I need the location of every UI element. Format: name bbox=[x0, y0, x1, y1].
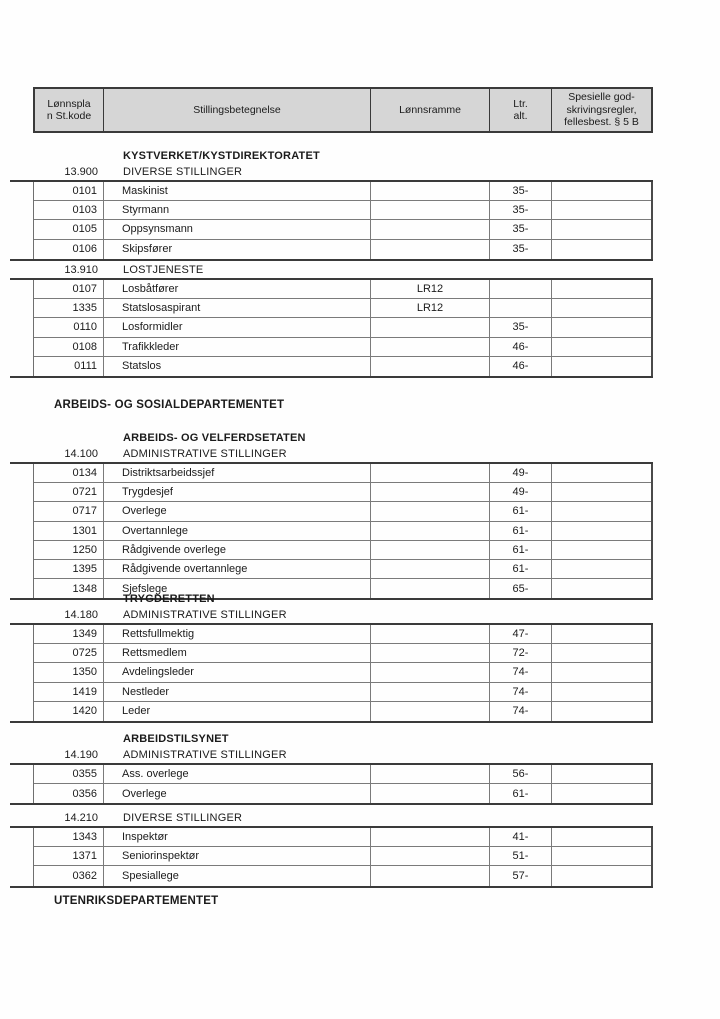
cell-spesielle bbox=[552, 502, 651, 520]
column-header-stillingsbetegnelse bbox=[104, 89, 371, 131]
cell-ltr-alt bbox=[490, 299, 552, 317]
positions-table-group bbox=[10, 180, 653, 261]
positions-table bbox=[33, 765, 653, 803]
cell-lonnsramme bbox=[371, 464, 490, 482]
cell-ltr-alt: 61- bbox=[490, 784, 552, 803]
cell-title: Ass. overlege bbox=[104, 765, 371, 783]
column-header-ltr-alt bbox=[490, 89, 552, 131]
cell-lonnsramme bbox=[371, 240, 490, 259]
section-subheading bbox=[0, 749, 720, 762]
cell-ltr-alt: 61- bbox=[490, 502, 552, 520]
cell-code: 0362 bbox=[34, 866, 104, 885]
section-subtitle: LOSTJENESTE bbox=[123, 264, 204, 276]
positions-table-group bbox=[10, 278, 653, 378]
section-title: KYSTVERKET/KYSTDIREKTORATET bbox=[123, 150, 320, 162]
table-row bbox=[34, 357, 651, 376]
table-row bbox=[34, 522, 651, 541]
cell-code: 0108 bbox=[34, 338, 104, 356]
cell-spesielle bbox=[552, 201, 651, 219]
table-row bbox=[34, 828, 651, 847]
cell-title: Avdelingsleder bbox=[104, 663, 371, 681]
cell-spesielle bbox=[552, 625, 651, 643]
positions-table bbox=[33, 828, 653, 886]
section-code: 14.180 bbox=[64, 609, 98, 621]
cell-title: Seniorinspektør bbox=[104, 847, 371, 865]
cell-ltr-alt: 51- bbox=[490, 847, 552, 865]
cell-lonnsramme bbox=[371, 828, 490, 846]
table-row bbox=[34, 784, 651, 803]
cell-lonnsramme bbox=[371, 338, 490, 356]
cell-code: 1250 bbox=[34, 541, 104, 559]
table-row bbox=[34, 683, 651, 702]
cell-ltr-alt: 61- bbox=[490, 560, 552, 578]
cell-spesielle bbox=[552, 828, 651, 846]
table-row bbox=[34, 847, 651, 866]
column-header-line: fellesbest. § 5 B bbox=[564, 116, 639, 129]
table-row bbox=[34, 765, 651, 784]
section-block bbox=[0, 432, 720, 600]
cell-spesielle bbox=[552, 182, 651, 200]
cell-spesielle bbox=[552, 240, 651, 259]
cell-ltr-alt: 46- bbox=[490, 357, 552, 376]
cell-ltr-alt: 61- bbox=[490, 541, 552, 559]
cell-code: 0721 bbox=[34, 483, 104, 501]
cell-ltr-alt: 56- bbox=[490, 765, 552, 783]
department-block bbox=[0, 399, 720, 412]
cell-ltr-alt: 61- bbox=[490, 522, 552, 540]
cell-ltr-alt: 57- bbox=[490, 866, 552, 885]
section-subheading bbox=[0, 609, 720, 622]
cell-ltr-alt: 74- bbox=[490, 702, 552, 721]
cell-spesielle bbox=[552, 338, 651, 356]
section-subtitle: ADMINISTRATIVE STILLINGER bbox=[123, 609, 287, 621]
section-subtitle: DIVERSE STILLINGER bbox=[123, 166, 243, 178]
cell-lonnsramme bbox=[371, 625, 490, 643]
cell-code: 1348 bbox=[34, 579, 104, 598]
cell-title: Statslos bbox=[104, 357, 371, 376]
cell-code: 1350 bbox=[34, 663, 104, 681]
cell-lonnsramme bbox=[371, 560, 490, 578]
table-row bbox=[34, 464, 651, 483]
cell-lonnsramme bbox=[371, 541, 490, 559]
cell-spesielle bbox=[552, 280, 651, 298]
cell-spesielle bbox=[552, 318, 651, 336]
table-row bbox=[34, 299, 651, 318]
cell-title: Trygdesjef bbox=[104, 483, 371, 501]
cell-title: Oppsynsmann bbox=[104, 220, 371, 238]
section-code: 14.210 bbox=[64, 812, 98, 824]
cell-lonnsramme bbox=[371, 182, 490, 200]
department-block bbox=[0, 895, 720, 908]
section-block bbox=[0, 150, 720, 261]
cell-lonnsramme bbox=[371, 683, 490, 701]
table-row bbox=[34, 240, 651, 259]
cell-lonnsramme bbox=[371, 522, 490, 540]
column-header-lonnsramme bbox=[371, 89, 490, 131]
cell-title: Spesiallege bbox=[104, 866, 371, 885]
department-heading: ARBEIDS- OG SOSIALDEPARTEMENTET bbox=[54, 399, 285, 411]
cell-title: Overlege bbox=[104, 784, 371, 803]
cell-title: Rettsfullmektig bbox=[104, 625, 371, 643]
cell-ltr-alt: 49- bbox=[490, 464, 552, 482]
cell-code: 0717 bbox=[34, 502, 104, 520]
table-row bbox=[34, 182, 651, 201]
cell-lonnsramme bbox=[371, 663, 490, 681]
cell-spesielle bbox=[552, 464, 651, 482]
cell-ltr-alt: 41- bbox=[490, 828, 552, 846]
column-header-line: Ltr. bbox=[513, 97, 528, 110]
cell-lonnsramme bbox=[371, 847, 490, 865]
cell-ltr-alt bbox=[490, 280, 552, 298]
section-subtitle: DIVERSE STILLINGER bbox=[123, 812, 243, 824]
cell-code: 1335 bbox=[34, 299, 104, 317]
positions-table bbox=[33, 625, 653, 721]
cell-ltr-alt: 47- bbox=[490, 625, 552, 643]
cell-spesielle bbox=[552, 560, 651, 578]
column-header-line: Lønnspla bbox=[47, 97, 91, 110]
cell-lonnsramme bbox=[371, 702, 490, 721]
section-title: TRYGDERETTEN bbox=[123, 593, 215, 605]
column-header-line: skrivingsregler, bbox=[566, 103, 637, 116]
cell-spesielle bbox=[552, 644, 651, 662]
section-block bbox=[0, 812, 720, 888]
section-code: 14.100 bbox=[64, 448, 98, 460]
cell-spesielle bbox=[552, 483, 651, 501]
section-subheading bbox=[0, 448, 720, 461]
cell-title: Statslosaspirant bbox=[104, 299, 371, 317]
column-header-line: Stillingsbetegnelse bbox=[193, 103, 281, 116]
section-code: 14.190 bbox=[64, 749, 98, 761]
table-row bbox=[34, 560, 651, 579]
cell-title: Leder bbox=[104, 702, 371, 721]
cell-spesielle bbox=[552, 357, 651, 376]
cell-title: Rettsmedlem bbox=[104, 644, 371, 662]
section-subheading bbox=[0, 264, 720, 277]
cell-code: 0105 bbox=[34, 220, 104, 238]
cell-code: 0103 bbox=[34, 201, 104, 219]
cell-spesielle bbox=[552, 866, 651, 885]
cell-ltr-alt: 72- bbox=[490, 644, 552, 662]
cell-lonnsramme: LR12 bbox=[371, 299, 490, 317]
cell-title: Sjefslege bbox=[104, 579, 371, 598]
column-header-lonnsplan-stkode bbox=[35, 89, 104, 131]
table-row bbox=[34, 483, 651, 502]
cell-title: Overtannlege bbox=[104, 522, 371, 540]
cell-ltr-alt: 35- bbox=[490, 240, 552, 259]
department-heading: UTENRIKSDEPARTEMENTET bbox=[54, 895, 219, 907]
section-title: ARBEIDSTILSYNET bbox=[123, 733, 229, 745]
positions-table-group bbox=[10, 763, 653, 805]
cell-spesielle bbox=[552, 847, 651, 865]
cell-spesielle bbox=[552, 522, 651, 540]
cell-code: 0356 bbox=[34, 784, 104, 803]
table-row bbox=[34, 644, 651, 663]
section-block bbox=[0, 264, 720, 378]
section-block bbox=[0, 733, 720, 805]
cell-title: Losformidler bbox=[104, 318, 371, 336]
cell-spesielle bbox=[552, 541, 651, 559]
table-row bbox=[34, 541, 651, 560]
cell-code: 0725 bbox=[34, 644, 104, 662]
column-header-spesielle-godskrivingsregler bbox=[552, 89, 651, 131]
cell-code: 1395 bbox=[34, 560, 104, 578]
cell-ltr-alt: 74- bbox=[490, 683, 552, 701]
table-row bbox=[34, 201, 651, 220]
section-code: 13.900 bbox=[64, 166, 98, 178]
cell-title: Rådgivende overtannlege bbox=[104, 560, 371, 578]
cell-lonnsramme bbox=[371, 765, 490, 783]
cell-ltr-alt: 46- bbox=[490, 338, 552, 356]
column-header-line: Lønnsramme bbox=[399, 103, 461, 116]
cell-code: 0134 bbox=[34, 464, 104, 482]
cell-spesielle bbox=[552, 220, 651, 238]
cell-code: 1371 bbox=[34, 847, 104, 865]
cell-title: Skipsfører bbox=[104, 240, 371, 259]
cell-lonnsramme: LR12 bbox=[371, 280, 490, 298]
cell-title: Overlege bbox=[104, 502, 371, 520]
cell-code: 1420 bbox=[34, 702, 104, 721]
cell-ltr-alt: 74- bbox=[490, 663, 552, 681]
positions-table bbox=[33, 280, 653, 376]
section-subtitle: ADMINISTRATIVE STILLINGER bbox=[123, 749, 287, 761]
cell-title: Nestleder bbox=[104, 683, 371, 701]
cell-code: 1419 bbox=[34, 683, 104, 701]
cell-ltr-alt: 65- bbox=[490, 579, 552, 598]
table-row bbox=[34, 502, 651, 521]
cell-spesielle bbox=[552, 702, 651, 721]
cell-code: 1343 bbox=[34, 828, 104, 846]
cell-spesielle bbox=[552, 765, 651, 783]
table-row bbox=[34, 280, 651, 299]
positions-table-group bbox=[10, 623, 653, 723]
column-header-line: n St.kode bbox=[46, 110, 92, 122]
cell-lonnsramme bbox=[371, 866, 490, 885]
cell-ltr-alt: 35- bbox=[490, 201, 552, 219]
section-code: 13.910 bbox=[64, 264, 98, 276]
cell-code: 0111 bbox=[34, 357, 104, 376]
cell-code: 0110 bbox=[34, 318, 104, 336]
positions-table bbox=[33, 464, 653, 598]
cell-lonnsramme bbox=[371, 502, 490, 520]
table-row bbox=[34, 338, 651, 357]
section-subheading bbox=[0, 812, 720, 825]
section-subheading bbox=[0, 166, 720, 179]
cell-code: 0106 bbox=[34, 240, 104, 259]
cell-title: Inspektør bbox=[104, 828, 371, 846]
cell-title: Styrmann bbox=[104, 201, 371, 219]
cell-spesielle bbox=[552, 663, 651, 681]
table-row bbox=[34, 663, 651, 682]
cell-title: Maskinist bbox=[104, 182, 371, 200]
cell-lonnsramme bbox=[371, 357, 490, 376]
cell-code: 1301 bbox=[34, 522, 104, 540]
table-row bbox=[34, 318, 651, 337]
cell-code: 0355 bbox=[34, 765, 104, 783]
cell-ltr-alt: 35- bbox=[490, 182, 552, 200]
cell-spesielle bbox=[552, 683, 651, 701]
cell-code: 0107 bbox=[34, 280, 104, 298]
section-block bbox=[0, 593, 720, 723]
section-title: ARBEIDS- OG VELFERDSETATEN bbox=[123, 432, 306, 444]
table-row bbox=[34, 625, 651, 644]
cell-ltr-alt: 49- bbox=[490, 483, 552, 501]
column-header-line: Spesielle god- bbox=[568, 91, 635, 104]
positions-table bbox=[33, 182, 653, 259]
table-header-row bbox=[33, 87, 653, 133]
cell-spesielle bbox=[552, 299, 651, 317]
column-header-line: alt. bbox=[513, 110, 528, 122]
cell-lonnsramme bbox=[371, 318, 490, 336]
cell-title: Rådgivende overlege bbox=[104, 541, 371, 559]
cell-title: Distriktsarbeidssjef bbox=[104, 464, 371, 482]
table-row bbox=[34, 220, 651, 239]
table-row bbox=[34, 702, 651, 721]
cell-lonnsramme bbox=[371, 784, 490, 803]
cell-title: Losbåtfører bbox=[104, 280, 371, 298]
cell-ltr-alt: 35- bbox=[490, 220, 552, 238]
table-row bbox=[34, 866, 651, 885]
cell-spesielle bbox=[552, 784, 651, 803]
cell-title: Trafikkleder bbox=[104, 338, 371, 356]
cell-lonnsramme bbox=[371, 201, 490, 219]
cell-ltr-alt: 35- bbox=[490, 318, 552, 336]
cell-code: 0101 bbox=[34, 182, 104, 200]
cell-lonnsramme bbox=[371, 644, 490, 662]
cell-lonnsramme bbox=[371, 483, 490, 501]
positions-table-group bbox=[10, 826, 653, 888]
section-subtitle: ADMINISTRATIVE STILLINGER bbox=[123, 448, 287, 460]
positions-table-group bbox=[10, 462, 653, 600]
cell-code: 1349 bbox=[34, 625, 104, 643]
cell-lonnsramme bbox=[371, 220, 490, 238]
